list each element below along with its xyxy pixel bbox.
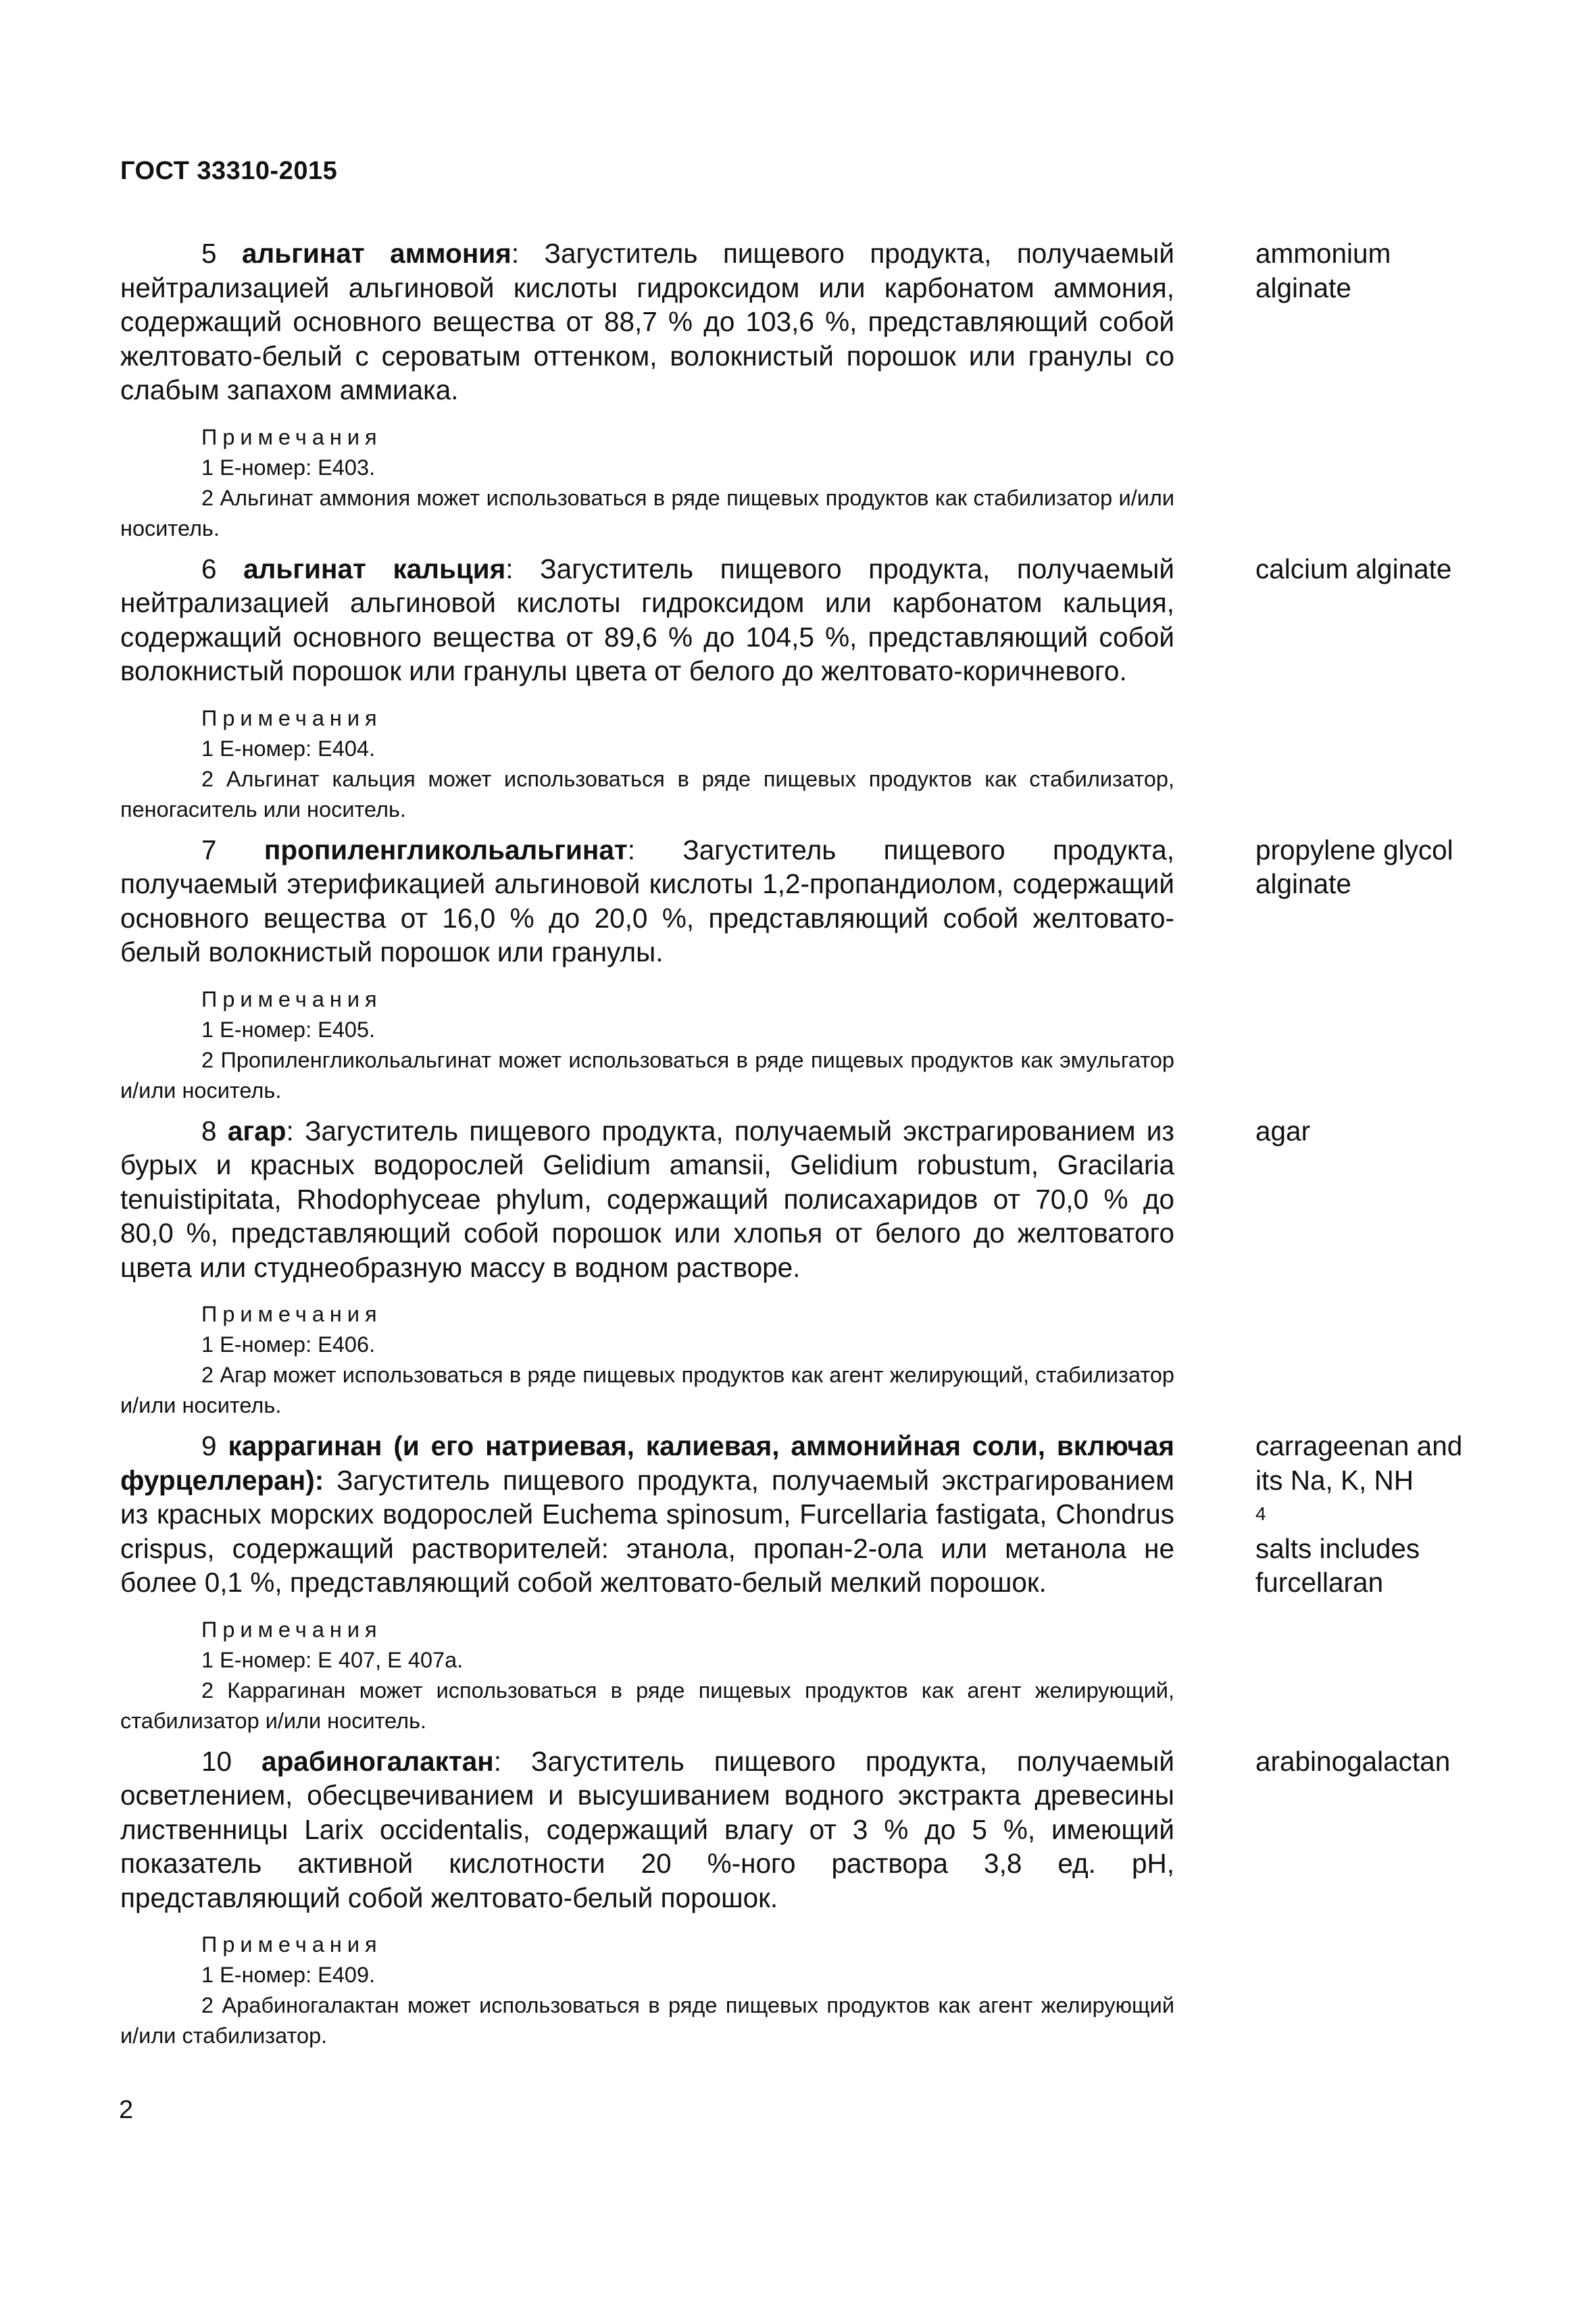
note: 1 Е-номер: Е403. — [201, 455, 376, 480]
term-definition: 5 альгинат аммония: Загуститель пищевого продукта, получаемый нейтрализацией альгиновой кислоты гидроксидом или карбонатом аммония, содержащий основного вещества от 88,7 % до 103,6 %, представляющий собой желтовато-белый с сероватым оттенком, волокнистый порошок или гранулы со слабым запахом аммиака. — [120, 238, 1174, 405]
note: 1 Е-номер: Е405. — [201, 1017, 376, 1042]
term-name: альгинат аммония — [241, 238, 512, 269]
note: 1 Е-номер: Е 407, Е 407а. — [201, 1647, 464, 1672]
note: 2 Арабиногалактан может использоваться в ряде пищевых продуктов как агент желирующий и/или стабилизатор. — [120, 1993, 1174, 2048]
notes-heading: Примечания — [201, 705, 382, 730]
english-equivalent: propylene glycol alginate — [1255, 834, 1453, 899]
note: 2 Пропиленгликольальгинат может использоваться в ряде пищевых продуктов как эмульгатор и/или носитель. — [120, 1047, 1174, 1103]
notes — [120, 1930, 1174, 2051]
term-definition: 7 пропиленгликольальгинат: Загуститель пищевого продукта, получаемый этерификацией альгиновой кислоты 1,2-пропандиолом, содержащий основного вещества от 16,0 % до 20,0 %, представляющий собой желтовато-белый волокнистый порошок или гранулы. — [120, 834, 1174, 967]
term-entry — [120, 1114, 1478, 1430]
note: 1 Е-номер: Е406. — [201, 1332, 376, 1357]
page-header: ГОСТ 33310-2015 — [120, 157, 338, 185]
note: 2 Каррагинан может использоваться в ряде пищевых продуктов как агент желирующий, стабилизатор и/или носитель. — [120, 1678, 1174, 1733]
term-entry — [120, 236, 1478, 552]
term-name: каррагинан (и его натриевая, калиевая, аммонийная соли, включая фурцеллеран): — [120, 1430, 1174, 1496]
term-definition: 8 агар: Загуститель пищевого продукта, получаемый экстрагированием из бурых и красных водорослей Gelidium amansii, Gelidium robustum, Gracilaria tenuistipitata, Rhodophyceae phylum, содержащий полисахаридов от 70,0 % до 80,0 %, представляющий собой порошок или хлопья от белого до желтоватого цвета или студнеобразную массу в водном растворе. — [120, 1115, 1174, 1283]
notes-heading: Примечания — [201, 1302, 382, 1326]
english-equivalent: calcium alginate — [1255, 553, 1452, 584]
english-equivalent: ammonium alginate — [1255, 238, 1391, 303]
term-entry — [120, 552, 1478, 833]
english-equivalent: arabinogalactan — [1255, 1745, 1451, 1777]
page-number: 2 — [119, 2096, 134, 2124]
term-name: агар — [227, 1115, 286, 1147]
term-definition: 9 каррагинан (и его натриевая, калиевая, аммонийная соли, включая фурцеллеран): Загуститель пищевого продукта, получаемый экстрагированием из красных морских водорослей Euchema spinosum, Furcellaria fastigata, Chondrus crispus, содержащий растворителей: этанола, пропан-2-ола или метанола не более 0,1 %, представляющий собой желтовато-белый мелкий порошок. — [120, 1430, 1174, 1598]
term-definition: 6 альгинат кальция: Загуститель пищевого продукта, получаемый нейтрализацией альгиновой кислоты гидроксидом или карбонатом кальция, содержащий основного вещества от 89,6 % до 104,5 %, представляющий собой волокнистый порошок или гранулы цвета от белого до желтовато-коричневого. — [120, 553, 1174, 686]
notes-heading: Примечания — [201, 986, 382, 1011]
notes — [120, 984, 1174, 1106]
notes — [120, 703, 1174, 825]
notes-heading: Примечания — [201, 1617, 382, 1642]
term-name: альгинат кальция — [243, 553, 506, 584]
note: 2 Альгинат кальция может использоваться в ряде пищевых продуктов как стабилизатор, пеногаситель или носитель. — [120, 766, 1174, 822]
notes-heading: Примечания — [201, 1932, 382, 1957]
notes — [120, 422, 1174, 544]
term-definition: 10 арабиногалактан: Загуститель пищевого продукта, получаемый осветлением, обесцвечиванием и высушиванием водного экстракта древесины лиственницы Larix occidentalis, содержащий влагу от 3 % до 5 %, имеющий показатель активной кислотности 20 %-ного раствора 3,8 ед. pH, представляющий собой желтовато-белый порошок. — [120, 1745, 1174, 1913]
note: 1 Е-номер: Е409. — [201, 1963, 376, 1987]
notes — [120, 1299, 1174, 1421]
term-entry — [120, 1744, 1478, 2060]
english-equivalent: agar — [1255, 1115, 1311, 1147]
term-entry — [120, 1429, 1478, 1744]
note: 1 Е-номер: Е404. — [201, 736, 376, 761]
term-name: арабиногалактан — [261, 1745, 494, 1777]
terms-list — [120, 236, 1478, 2059]
term-name: пропиленгликольальгинат — [264, 834, 628, 865]
term-entry — [120, 833, 1478, 1114]
note: 2 Альгинат аммония может использоваться в ряде пищевых продуктов как стабилизатор и/или носитель. — [120, 485, 1174, 540]
notes — [120, 1615, 1174, 1736]
note: 2 Агар может использоваться в ряде пищевых продуктов как агент желирующий, стабилизатор и/или носитель. — [120, 1363, 1174, 1417]
notes-heading: Примечания — [201, 424, 382, 449]
english-equivalent: carrageenan and its Na, K, NH 4 salts includes furcellaran — [1255, 1430, 1463, 1598]
